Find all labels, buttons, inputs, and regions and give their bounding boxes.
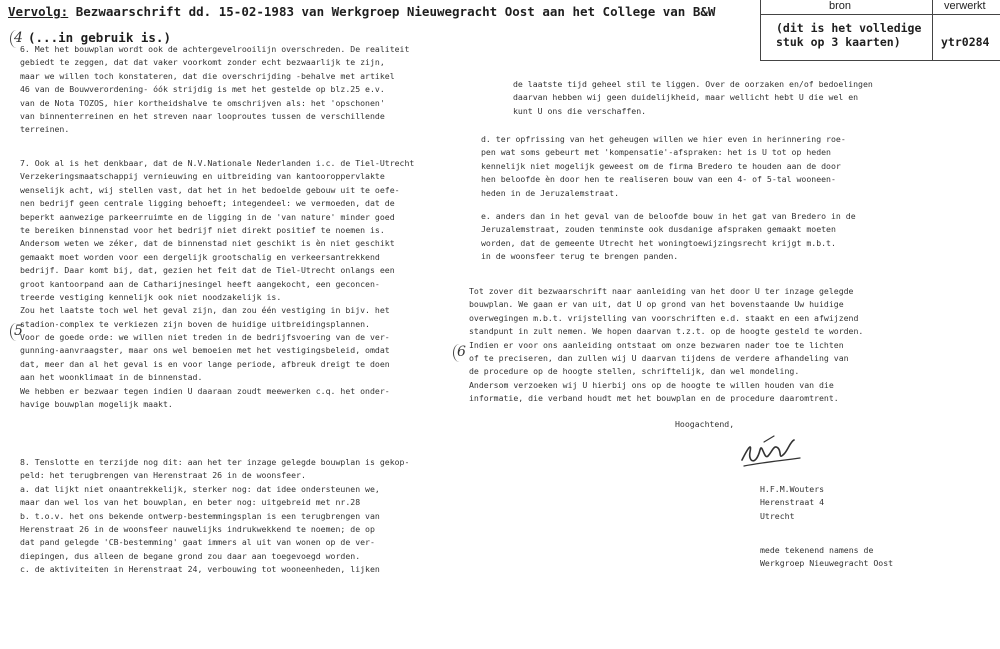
text-line: Andersom verzoeken wij U hierbij ons op de hoogte te willen houden van die bbox=[469, 379, 834, 390]
text-line: groot kantoorpand aan de Catharijnesingel heeft aangekocht, een geconcen- bbox=[20, 278, 380, 289]
archive-note-line: stuk op 3 kaarten) bbox=[776, 35, 901, 49]
margin-mark-6: 6 bbox=[453, 344, 466, 362]
text-line: of te preciseren, dan zullen wij U daarvan tijdens de verdere afhandeling van bbox=[469, 352, 849, 363]
text-line: Zou het laatste toch wel het geval zijn, dan zou één vestiging in bijv. het bbox=[20, 305, 390, 316]
text-line: c. de aktiviteiten in Herenstraat 24, verbouwing tot wooneenheden, lijken bbox=[20, 564, 380, 575]
greeting: Hoogachtend, bbox=[675, 419, 735, 429]
signer-block bbox=[760, 483, 824, 523]
archive-note bbox=[776, 21, 921, 49]
text-line: Voor de goede orde: we willen niet treden in de bedrijfsvoering van de ver- bbox=[20, 332, 390, 343]
text-line: kennelijk niet mogelijk geweest om de firma Bredero te houden aan de door bbox=[481, 160, 841, 171]
text-line: Indien er voor ons aanleiding ontstaat om onze bezwaren nader toe te lichten bbox=[469, 339, 844, 350]
text-line: hen beloofde èn door hen te realiseren bouw van een 4- of 5-tal wooneen- bbox=[481, 174, 836, 185]
text-line: 46 van de Bouwverordening- óók strijdig is met het gestelde op blz.25 e.v. bbox=[20, 84, 385, 95]
text-line: gebiedt te zeggen, dat dat vaker voorkomt zonder echt bezwaarlijk te zijn, bbox=[20, 57, 385, 68]
text-line: mede tekenend namens de bbox=[760, 545, 874, 555]
text-line: diepingen, dus alleen de begane grond zou daar aan toegevoegd worden. bbox=[20, 550, 361, 561]
text-line: van binnenterreinen en het streven naar looproutes tussen de verschillende bbox=[20, 110, 385, 121]
text-line: daarvan hebben wij geen duidelijkheid, maar wellicht hebt U die wel en bbox=[513, 92, 859, 103]
item-d bbox=[481, 133, 846, 200]
item-c-continued bbox=[513, 78, 873, 118]
text-line: Tot zover dit bezwaarschrift naar aanleiding van het door U ter inzage gelegde bbox=[469, 286, 854, 296]
text-line: pen wat soms gebeurt met 'kompensatie'-afspraken: het is U tot op heden bbox=[481, 147, 831, 158]
text-line: informatie, die verband houdt met het bouwplan en de procedure daaromtrent. bbox=[469, 393, 839, 404]
paragraph-6 bbox=[20, 43, 409, 137]
text-line: kunt U ons die verschaffen. bbox=[513, 105, 647, 116]
text-line: overwegingen m.b.t. vrijstelling van voorschriften e.d. staakt en een afwijzend bbox=[469, 312, 859, 323]
text-line: heden in de Jeruzalemstraat. bbox=[481, 187, 620, 198]
verwerkt-label: verwerkt bbox=[944, 0, 986, 12]
text-line: 6. Met het bouwplan wordt ook de achtergevelrooilijn overschreden. De realiteit bbox=[20, 44, 410, 54]
document-title bbox=[8, 4, 715, 19]
text-line: d. ter opfrissing van het geheugen willen we hier even in herinnering roe- bbox=[481, 134, 846, 144]
box-left-border bbox=[760, 0, 761, 61]
continued-heading: (...in gebruik is.) bbox=[28, 30, 171, 45]
text-line: beperkt aanwezige parkeerruimte en de ligging in de 'van nature' minder goed bbox=[20, 211, 395, 222]
text-line: Herenstraat 26 in de woonsfeer nauwelijks indrukwekkend te noemen; de op bbox=[20, 523, 375, 534]
box-middle-border bbox=[932, 0, 933, 61]
signer-name: H.F.M.Wouters bbox=[760, 484, 825, 494]
text-line: in de woonsfeer terug te brengen panden. bbox=[481, 251, 679, 262]
text-line: peld: het terugbrengen van Herenstraat 26 in de woonsfeer. bbox=[20, 470, 306, 481]
text-line: dat pand gelegde 'CB-bestemming' gaat immers al uit van wonen op de ver- bbox=[20, 537, 375, 548]
text-line: terreinen. bbox=[20, 124, 70, 135]
title-prefix: Vervolg: bbox=[8, 4, 69, 19]
text-line: standpunt in zult nemen. We hopen daarvan t.z.t. op de hoogte gesteld te worden. bbox=[469, 326, 864, 337]
item-e bbox=[481, 210, 856, 264]
title-text: Bezwaarschrift dd. 15-02-1983 van Werkgroep Nieuwegracht Oost aan het College van B&W bbox=[75, 4, 716, 19]
text-line: aan het woonklimaat in de binnenstad. bbox=[20, 372, 203, 383]
text-line: worden, dat de gemeente Utrecht het woningtoewijzingsrecht krijgt m.b.t. bbox=[481, 237, 836, 248]
text-line: dat, meer dan al het geval is en voor lange periode, afbreuk dreigt te doen bbox=[20, 358, 390, 369]
signer-street: Herenstraat 4 bbox=[760, 497, 825, 508]
box-divider-top bbox=[760, 14, 1000, 15]
margin-mark-5: 5 bbox=[10, 323, 23, 341]
text-line: a. dat lijkt niet onaantrekkelijk, sterker nog: dat idee ondersteunen we, bbox=[20, 483, 380, 494]
paragraph-7 bbox=[20, 157, 414, 411]
box-divider-bottom bbox=[760, 60, 1000, 61]
bron-label: bron bbox=[829, 0, 852, 12]
text-line: te bereiken binnenstad voor het bedrijf niet direkt positief te noemen is. bbox=[20, 224, 385, 235]
text-line: treerde vestiging kennelijk ook niet noodzakelijk is. bbox=[20, 291, 282, 302]
text-line: gunning-aanvraagster, maar ons wel bemoeien met het vestigingsbeleid, omdat bbox=[20, 345, 390, 356]
closing-paragraph bbox=[469, 285, 863, 406]
handwritten-signature bbox=[738, 430, 808, 474]
signer-city: Utrecht bbox=[760, 510, 795, 521]
text-line: bouwplan. We gaan er van uit, dat U op grond van het bovenstaande Uw huidige bbox=[469, 299, 844, 310]
text-line: van de Nota TOZOS, hier kortheidshalve te omschrijven als: het 'opschonen' bbox=[20, 97, 385, 108]
text-line: Andersom weten we zéker, dat de binnenstad niet geschikt is èn niet geschikt bbox=[20, 238, 395, 249]
text-line: maar we willen toch konstateren, dat die overschrijding -behalve met artikel bbox=[20, 70, 395, 81]
cosign-block bbox=[760, 544, 893, 571]
text-line: havige bouwplan mogelijk maakt. bbox=[20, 399, 173, 410]
text-line: e. anders dan in het geval van de beloofde bouw in het gat van Bredero in de bbox=[481, 211, 856, 221]
text-line: stadion-complex te verkiezen zijn boven de huidige uitbreidingsplannen. bbox=[20, 318, 370, 329]
text-line: Werkgroep Nieuwegracht Oost bbox=[760, 558, 894, 569]
text-line: de laatste tijd geheel stil te liggen. Over de oorzaken en/of bedoelingen bbox=[513, 79, 873, 89]
text-line: b. t.o.v. het ons bekende ontwerp-bestemmingsplan is een terugbrengen van bbox=[20, 510, 380, 521]
text-line: We hebben er bezwaar tegen indien U daaraan zoudt meewerken c.q. het onder- bbox=[20, 385, 390, 396]
text-line: Verzekeringsmaatschappij vernieuwing en uitbreiding van kantooroppervlakte bbox=[20, 171, 385, 182]
text-line: gemaakt moet worden voor een dergelijk grootschalig en verkeersantrekkend bbox=[20, 251, 380, 262]
text-line: 8. Tenslotte en terzijde nog dit: aan het ter inzage gelegde bouwplan is gekop- bbox=[20, 457, 410, 467]
text-line: wenselijk acht, wij stellen vast, dat het in het bedoelde gebouw uit te oefe- bbox=[20, 184, 400, 195]
text-line: de procedure op de hoogte stellen, schriftelijk, dan wel mondeling. bbox=[469, 366, 800, 377]
margin-mark-4: 4 bbox=[10, 30, 23, 48]
text-line: nen bedrijf geen centrale ligging behoeft; integendeel: we vermoeden, dat de bbox=[20, 198, 395, 209]
text-line: Jeruzalemstraat, zouden tenminste ook dusdanige afspraken gemaakt moeten bbox=[481, 224, 836, 235]
text-line: maar dan wel los van het bouwplan, en beter nog: uitgebreid met nr.28 bbox=[20, 497, 361, 508]
archive-note-line: (dit is het volledige bbox=[776, 21, 922, 35]
text-line: bedrijf. Daar komt bij, dat, gezien het feit dat de Tiel-Utrecht onlangs een bbox=[20, 265, 395, 276]
paragraph-8 bbox=[20, 456, 409, 577]
text-line: 7. Ook al is het denkbaar, dat de N.V.Nationale Nederlanden i.c. de Tiel-Utrecht bbox=[20, 158, 415, 168]
archive-code: ytr0284 bbox=[941, 35, 990, 49]
